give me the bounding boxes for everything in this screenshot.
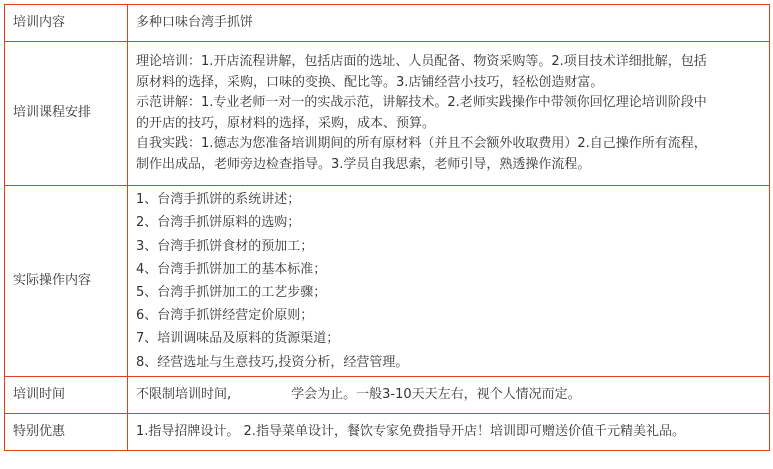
row-label: 特别优惠 — [5, 414, 128, 451]
row-value — [128, 414, 770, 451]
list-item: 7、培训调味品及原料的货源渠道； — [136, 331, 340, 347]
row-value — [128, 186, 770, 377]
list-item: 5、台湾手抓饼加工的工艺步骤； — [136, 285, 327, 300]
row-value — [128, 377, 770, 414]
row-value — [128, 42, 770, 186]
time-text-part-b: 学会为止。一般3-10天天左右，视个人情况而定。 — [291, 386, 581, 402]
content-line: 1.指导招牌设计。 2.指导菜单设计，餐饮专家免费指导开店！培训即可赠送价值千元精美礼品。 — [136, 423, 685, 439]
content-line: 示范讲解：1.专业老师一对一的实战示范，讲解技术。2.老师实践操作中带领你回忆理论培训阶段中 — [136, 95, 707, 110]
list-item: 3、台湾手抓饼食材的预加工； — [136, 238, 314, 254]
row-label: 实际操作内容 — [5, 186, 128, 377]
list-item: 2、台湾手抓饼原料的选购； — [136, 215, 301, 231]
row-label: 培训时间 — [5, 377, 128, 414]
row-practical-content — [5, 186, 770, 377]
row-course-schedule — [5, 42, 770, 186]
content-line: 理论培训：1.开店流程讲解，包括店面的选址、人员配备、物资采购等。2.项目技术详细批解，包括 — [136, 54, 707, 69]
list-item: 1、台湾手抓饼的系统讲述； — [136, 192, 301, 208]
row-label: 培训内容 — [5, 5, 128, 42]
list-item: 8、经营选址与生意技巧,投资分析，经营管理。 — [136, 354, 409, 370]
row-special-offer — [5, 414, 770, 451]
content-line: 多种口味台湾手抓饼 — [136, 14, 254, 30]
training-info-table — [4, 4, 770, 451]
content-line — [136, 385, 761, 406]
content-line: 原材料的选择，采购，口味的变换、配比等。3.店铺经营小技巧，轻松创造财富。 — [136, 74, 604, 90]
row-value — [128, 5, 770, 42]
row-label: 培训课程安排 — [5, 42, 128, 186]
row-training-time — [5, 377, 770, 414]
content-line: 制作出成品，老师旁边检查指导。3.学员自我思索，老师引导，熟透操作流程。 — [136, 156, 591, 172]
row-training-content — [5, 5, 770, 42]
content-line: 的开店的技巧，原材料的选择，采购，成本、预算。 — [136, 115, 436, 131]
list-item: 6、台湾手抓饼经营定价原则； — [136, 308, 314, 324]
content-line: 自我实践：1.德志为您准备培训期间的所有原材料（并且不会额外收取费用）2.自己操作所有流程， — [136, 136, 707, 151]
list-item: 4、台湾手抓饼加工的基本标准； — [136, 261, 327, 277]
time-text-part-a: 不限制培训时间, — [136, 386, 232, 402]
